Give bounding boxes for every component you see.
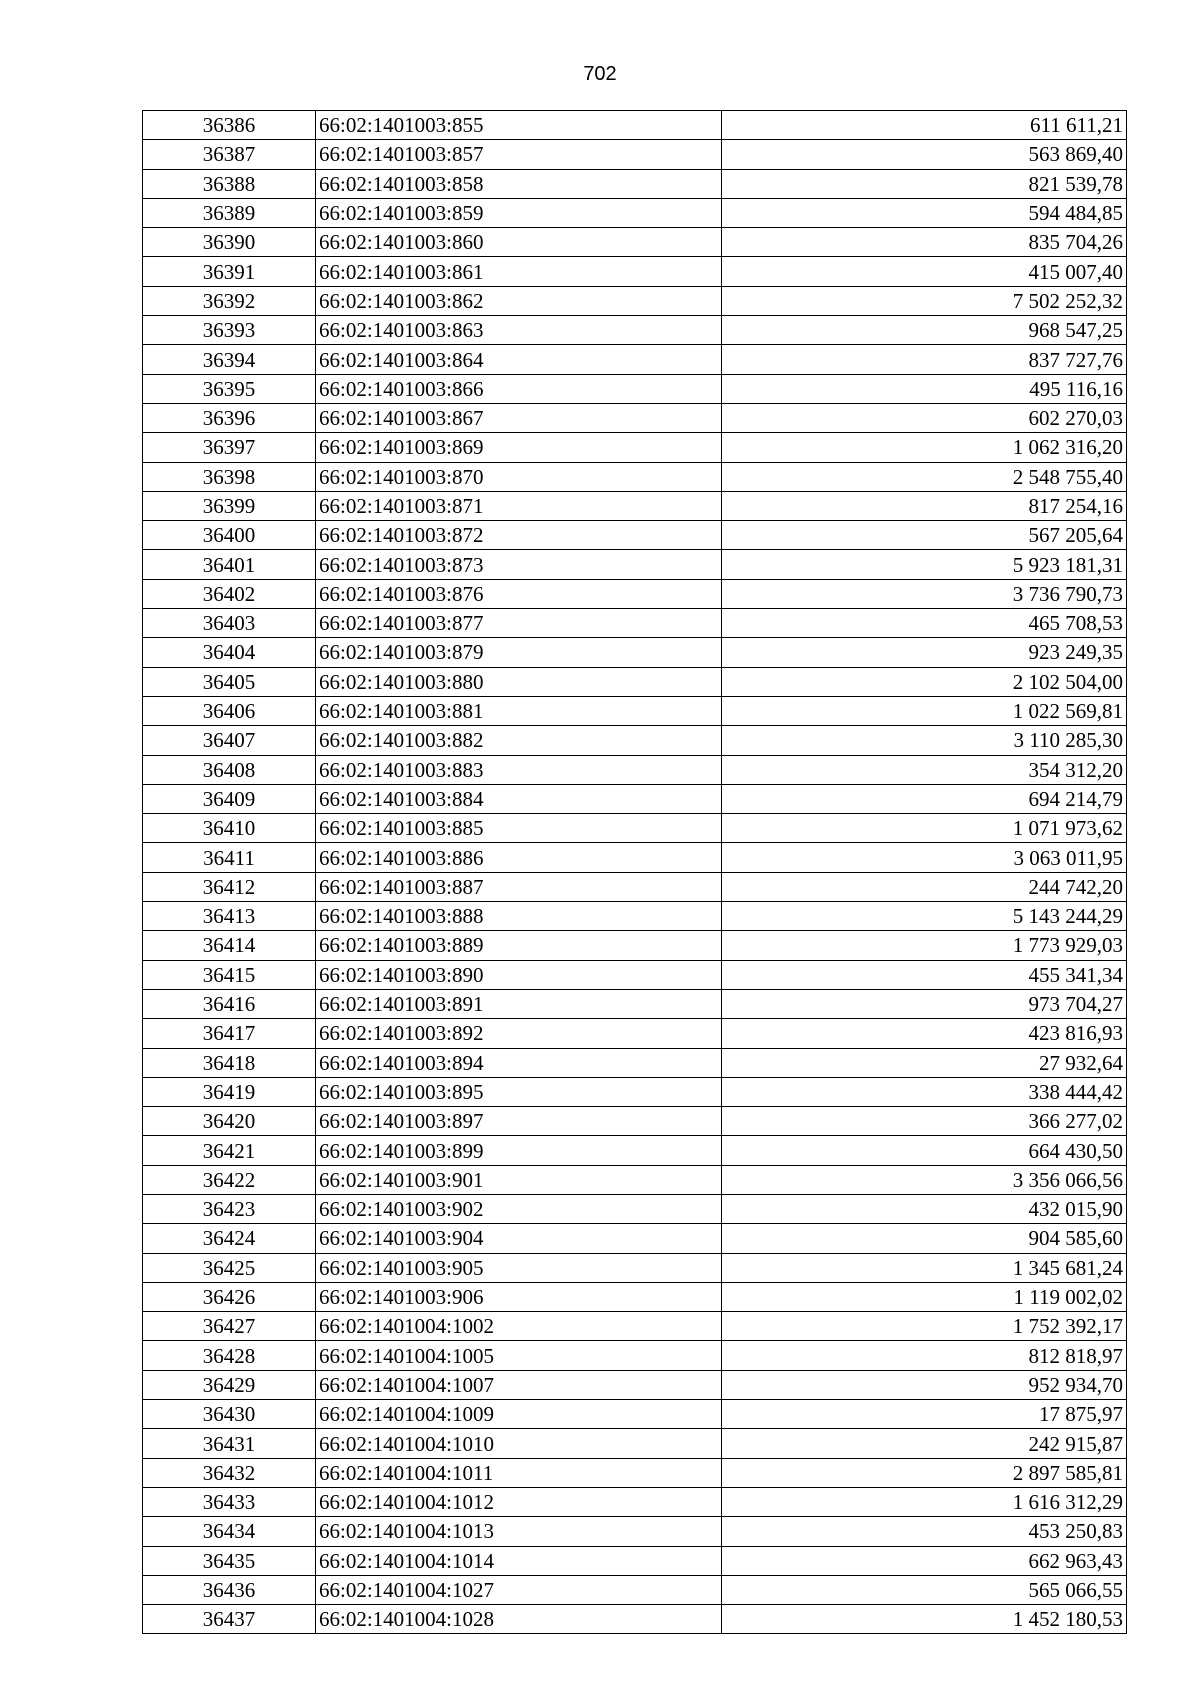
cadastral-number: 66:02:1401003:859 — [316, 198, 722, 227]
cadastral-value: 611 611,21 — [722, 111, 1127, 140]
table-row — [143, 1575, 1127, 1604]
cadastral-value: 1 345 681,24 — [722, 1253, 1127, 1282]
cadastral-value: 952 934,70 — [722, 1370, 1127, 1399]
row-number: 36413 — [143, 902, 316, 931]
cadastral-number: 66:02:1401003:870 — [316, 462, 722, 491]
cadastral-value: 817 254,16 — [722, 491, 1127, 520]
table-row — [143, 931, 1127, 960]
table-row — [143, 257, 1127, 286]
table-row — [143, 960, 1127, 989]
row-number: 36391 — [143, 257, 316, 286]
row-number: 36403 — [143, 609, 316, 638]
cadastral-number: 66:02:1401003:906 — [316, 1282, 722, 1311]
cadastral-number: 66:02:1401003:905 — [316, 1253, 722, 1282]
cadastral-number: 66:02:1401003:891 — [316, 989, 722, 1018]
cadastral-value: 1 752 392,17 — [722, 1312, 1127, 1341]
table-row — [143, 228, 1127, 257]
table-row — [143, 140, 1127, 169]
row-number: 36421 — [143, 1136, 316, 1165]
cadastral-number: 66:02:1401003:901 — [316, 1165, 722, 1194]
table-row — [143, 1136, 1127, 1165]
row-number: 36387 — [143, 140, 316, 169]
table-row — [143, 403, 1127, 432]
cadastral-number: 66:02:1401004:1013 — [316, 1517, 722, 1546]
table-body — [143, 111, 1127, 1634]
cadastral-value: 2 897 585,81 — [722, 1458, 1127, 1487]
cadastral-number: 66:02:1401003:892 — [316, 1019, 722, 1048]
cadastral-number: 66:02:1401003:872 — [316, 521, 722, 550]
row-number: 36388 — [143, 169, 316, 198]
cadastral-value: 1 452 180,53 — [722, 1605, 1127, 1634]
cadastral-value: 17 875,97 — [722, 1400, 1127, 1429]
cadastral-number: 66:02:1401003:888 — [316, 902, 722, 931]
cadastral-number: 66:02:1401003:881 — [316, 696, 722, 725]
row-number: 36430 — [143, 1400, 316, 1429]
table-row — [143, 609, 1127, 638]
row-number: 36431 — [143, 1429, 316, 1458]
cadastral-value: 567 205,64 — [722, 521, 1127, 550]
cadastral-value: 354 312,20 — [722, 755, 1127, 784]
cadastral-number: 66:02:1401003:890 — [316, 960, 722, 989]
row-number: 36423 — [143, 1194, 316, 1223]
cadastral-number: 66:02:1401003:858 — [316, 169, 722, 198]
table — [142, 110, 1127, 1634]
cadastral-value: 2 102 504,00 — [722, 667, 1127, 696]
row-number: 36418 — [143, 1048, 316, 1077]
table-row — [143, 1341, 1127, 1370]
cadastral-number: 66:02:1401003:894 — [316, 1048, 722, 1077]
cadastral-value: 415 007,40 — [722, 257, 1127, 286]
cadastral-number: 66:02:1401004:1007 — [316, 1370, 722, 1399]
cadastral-value: 432 015,90 — [722, 1194, 1127, 1223]
row-number: 36402 — [143, 579, 316, 608]
cadastral-number: 66:02:1401003:897 — [316, 1107, 722, 1136]
table-row — [143, 433, 1127, 462]
cadastral-number: 66:02:1401003:876 — [316, 579, 722, 608]
row-number: 36399 — [143, 491, 316, 520]
row-number: 36436 — [143, 1575, 316, 1604]
table-row — [143, 579, 1127, 608]
row-number: 36429 — [143, 1370, 316, 1399]
table-row — [143, 1107, 1127, 1136]
cadastral-value: 3 110 285,30 — [722, 726, 1127, 755]
row-number: 36435 — [143, 1546, 316, 1575]
cadastral-value: 1 022 569,81 — [722, 696, 1127, 725]
cadastral-number: 66:02:1401003:869 — [316, 433, 722, 462]
cadastral-number: 66:02:1401003:855 — [316, 111, 722, 140]
cadastral-number: 66:02:1401004:1005 — [316, 1341, 722, 1370]
row-number: 36415 — [143, 960, 316, 989]
cadastral-value: 3 063 011,95 — [722, 843, 1127, 872]
table-row — [143, 169, 1127, 198]
row-number: 36410 — [143, 814, 316, 843]
table-row — [143, 1370, 1127, 1399]
row-number: 36432 — [143, 1458, 316, 1487]
table-row — [143, 374, 1127, 403]
table-row — [143, 1458, 1127, 1487]
row-number: 36404 — [143, 638, 316, 667]
table-row — [143, 1487, 1127, 1516]
cadastral-number: 66:02:1401003:904 — [316, 1224, 722, 1253]
page-number: 702 — [583, 63, 617, 85]
row-number: 36409 — [143, 784, 316, 813]
row-number: 36397 — [143, 433, 316, 462]
table-row — [143, 491, 1127, 520]
table-row — [143, 814, 1127, 843]
table-row — [143, 462, 1127, 491]
row-number: 36434 — [143, 1517, 316, 1546]
cadastral-value: 2 548 755,40 — [722, 462, 1127, 491]
table-row — [143, 286, 1127, 315]
table-row — [143, 111, 1127, 140]
cadastral-value: 565 066,55 — [722, 1575, 1127, 1604]
cadastral-value: 7 502 252,32 — [722, 286, 1127, 315]
cadastral-value: 366 277,02 — [722, 1107, 1127, 1136]
table-row — [143, 755, 1127, 784]
cadastral-value: 973 704,27 — [722, 989, 1127, 1018]
row-number: 36392 — [143, 286, 316, 315]
table-row — [143, 1077, 1127, 1106]
table-row — [143, 784, 1127, 813]
row-number: 36437 — [143, 1605, 316, 1634]
table-row — [143, 345, 1127, 374]
table-row — [143, 1019, 1127, 1048]
cadastral-number: 66:02:1401004:1028 — [316, 1605, 722, 1634]
row-number: 36408 — [143, 755, 316, 784]
cadastral-number: 66:02:1401003:895 — [316, 1077, 722, 1106]
cadastral-number: 66:02:1401004:1014 — [316, 1546, 722, 1575]
table-row — [143, 1048, 1127, 1077]
table-row — [143, 1429, 1127, 1458]
cadastral-number: 66:02:1401003:871 — [316, 491, 722, 520]
cadastral-number: 66:02:1401004:1010 — [316, 1429, 722, 1458]
row-number: 36400 — [143, 521, 316, 550]
table-row — [143, 1517, 1127, 1546]
cadastral-value: 968 547,25 — [722, 316, 1127, 345]
table-row — [143, 198, 1127, 227]
table-row — [143, 1400, 1127, 1429]
row-number: 36433 — [143, 1487, 316, 1516]
row-number: 36417 — [143, 1019, 316, 1048]
row-number: 36393 — [143, 316, 316, 345]
cadastral-number: 66:02:1401003:882 — [316, 726, 722, 755]
cadastral-number: 66:02:1401003:864 — [316, 345, 722, 374]
cadastral-value: 1 616 312,29 — [722, 1487, 1127, 1516]
table-row — [143, 1546, 1127, 1575]
cadastral-number: 66:02:1401003:887 — [316, 872, 722, 901]
table-row — [143, 1282, 1127, 1311]
row-number: 36405 — [143, 667, 316, 696]
table-row — [143, 1312, 1127, 1341]
table-row — [143, 316, 1127, 345]
row-number: 36424 — [143, 1224, 316, 1253]
cadastral-number: 66:02:1401003:862 — [316, 286, 722, 315]
row-number: 36426 — [143, 1282, 316, 1311]
cadastral-number: 66:02:1401003:885 — [316, 814, 722, 843]
cadastral-value: 602 270,03 — [722, 403, 1127, 432]
row-number: 36411 — [143, 843, 316, 872]
cadastral-number: 66:02:1401003:883 — [316, 755, 722, 784]
cadastral-number: 66:02:1401004:1027 — [316, 1575, 722, 1604]
row-number: 36422 — [143, 1165, 316, 1194]
cadastral-value: 1 773 929,03 — [722, 931, 1127, 960]
cadastral-number: 66:02:1401004:1012 — [316, 1487, 722, 1516]
cadastral-value: 821 539,78 — [722, 169, 1127, 198]
cadastral-value: 338 444,42 — [722, 1077, 1127, 1106]
row-number: 36396 — [143, 403, 316, 432]
row-number: 36406 — [143, 696, 316, 725]
table-row — [143, 696, 1127, 725]
cadastral-number: 66:02:1401003:867 — [316, 403, 722, 432]
cadastral-number: 66:02:1401003:902 — [316, 1194, 722, 1223]
cadastral-number: 66:02:1401003:857 — [316, 140, 722, 169]
row-number: 36390 — [143, 228, 316, 257]
cadastral-number: 66:02:1401003:886 — [316, 843, 722, 872]
cadastral-value: 27 932,64 — [722, 1048, 1127, 1077]
cadastral-value: 812 818,97 — [722, 1341, 1127, 1370]
cadastral-value: 835 704,26 — [722, 228, 1127, 257]
cadastral-value: 5 143 244,29 — [722, 902, 1127, 931]
row-number: 36386 — [143, 111, 316, 140]
cadastral-value: 242 915,87 — [722, 1429, 1127, 1458]
cadastral-number: 66:02:1401004:1011 — [316, 1458, 722, 1487]
row-number: 36425 — [143, 1253, 316, 1282]
cadastral-value: 563 869,40 — [722, 140, 1127, 169]
cadastral-value: 904 585,60 — [722, 1224, 1127, 1253]
row-number: 36395 — [143, 374, 316, 403]
cadastral-number: 66:02:1401004:1002 — [316, 1312, 722, 1341]
cadastral-table — [142, 110, 1126, 1634]
cadastral-number: 66:02:1401003:873 — [316, 550, 722, 579]
cadastral-number: 66:02:1401003:863 — [316, 316, 722, 345]
row-number: 36420 — [143, 1107, 316, 1136]
cadastral-value: 1 062 316,20 — [722, 433, 1127, 462]
cadastral-value: 3 356 066,56 — [722, 1165, 1127, 1194]
table-row — [143, 1194, 1127, 1223]
row-number: 36398 — [143, 462, 316, 491]
row-number: 36394 — [143, 345, 316, 374]
cadastral-number: 66:02:1401003:884 — [316, 784, 722, 813]
row-number: 36412 — [143, 872, 316, 901]
row-number: 36407 — [143, 726, 316, 755]
table-row — [143, 726, 1127, 755]
cadastral-value: 244 742,20 — [722, 872, 1127, 901]
table-row — [143, 1253, 1127, 1282]
table-row — [143, 843, 1127, 872]
table-row — [143, 872, 1127, 901]
row-number: 36416 — [143, 989, 316, 1018]
table-row — [143, 1605, 1127, 1634]
table-row — [143, 550, 1127, 579]
row-number: 36427 — [143, 1312, 316, 1341]
table-row — [143, 1165, 1127, 1194]
table-row — [143, 989, 1127, 1018]
row-number: 36401 — [143, 550, 316, 579]
cadastral-value: 662 963,43 — [722, 1546, 1127, 1575]
table-row — [143, 902, 1127, 931]
cadastral-number: 66:02:1401003:879 — [316, 638, 722, 667]
cadastral-value: 455 341,34 — [722, 960, 1127, 989]
cadastral-number: 66:02:1401003:877 — [316, 609, 722, 638]
cadastral-value: 1 071 973,62 — [722, 814, 1127, 843]
row-number: 36428 — [143, 1341, 316, 1370]
cadastral-value: 3 736 790,73 — [722, 579, 1127, 608]
table-row — [143, 667, 1127, 696]
row-number: 36389 — [143, 198, 316, 227]
cadastral-number: 66:02:1401003:880 — [316, 667, 722, 696]
cadastral-value: 594 484,85 — [722, 198, 1127, 227]
cadastral-number: 66:02:1401003:899 — [316, 1136, 722, 1165]
cadastral-value: 5 923 181,31 — [722, 550, 1127, 579]
table-row — [143, 638, 1127, 667]
cadastral-value: 664 430,50 — [722, 1136, 1127, 1165]
cadastral-value: 923 249,35 — [722, 638, 1127, 667]
cadastral-value: 453 250,83 — [722, 1517, 1127, 1546]
cadastral-number: 66:02:1401004:1009 — [316, 1400, 722, 1429]
table-row — [143, 521, 1127, 550]
cadastral-value: 423 816,93 — [722, 1019, 1127, 1048]
cadastral-value: 495 116,16 — [722, 374, 1127, 403]
cadastral-number: 66:02:1401003:860 — [316, 228, 722, 257]
cadastral-value: 837 727,76 — [722, 345, 1127, 374]
cadastral-value: 694 214,79 — [722, 784, 1127, 813]
cadastral-value: 1 119 002,02 — [722, 1282, 1127, 1311]
row-number: 36419 — [143, 1077, 316, 1106]
table-row — [143, 1224, 1127, 1253]
cadastral-number: 66:02:1401003:861 — [316, 257, 722, 286]
cadastral-number: 66:02:1401003:889 — [316, 931, 722, 960]
cadastral-value: 465 708,53 — [722, 609, 1127, 638]
cadastral-number: 66:02:1401003:866 — [316, 374, 722, 403]
row-number: 36414 — [143, 931, 316, 960]
